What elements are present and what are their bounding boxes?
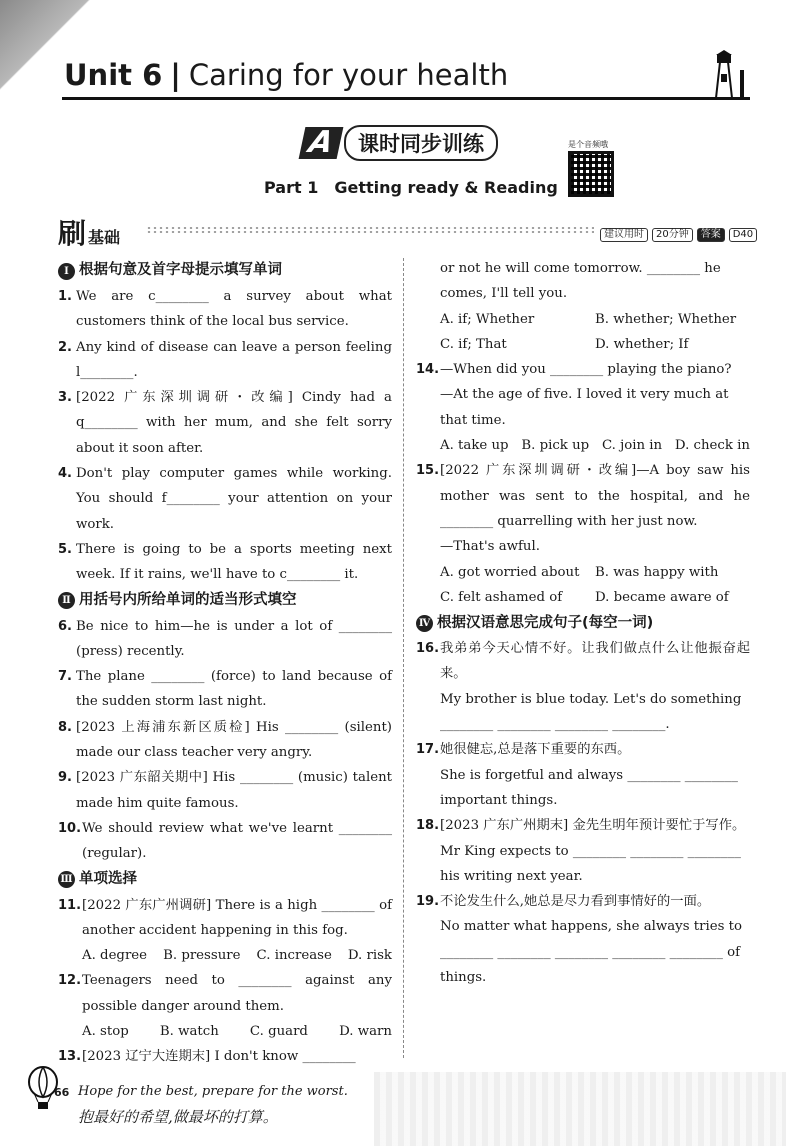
- page-corner-decoration: [0, 0, 110, 110]
- question-number: 5.: [58, 541, 72, 557]
- section-number: Ⅲ: [58, 871, 75, 888]
- lesson-title: 课时同步训练: [344, 125, 498, 161]
- question-chinese: 我弟弟今天心情不好。让我们做点什么让他振奋起来。: [440, 641, 750, 682]
- page-footer: [14, 1066, 786, 1147]
- question-text: We should review what we've learnt ________ (regular).: [82, 820, 392, 862]
- lesson-banner: [302, 125, 498, 161]
- question: [58, 715, 392, 766]
- unit-name: Caring for your health: [188, 58, 509, 92]
- question-continued: or not he will come tomorrow. ________ he comes, I'll tell you.: [440, 261, 721, 302]
- answer-page: D40: [729, 228, 757, 242]
- question-number: 6.: [58, 618, 72, 634]
- question-number: 9.: [58, 770, 72, 786]
- question: [416, 357, 750, 382]
- answer-options: [58, 943, 392, 968]
- section-heading: [58, 867, 392, 893]
- question-text: [2023 广东韶关期中] His ________ (music) talent made him quite famous.: [76, 770, 392, 811]
- option: A. got worried about: [440, 564, 580, 580]
- section-heading: [58, 588, 392, 614]
- question: [58, 664, 392, 715]
- footer-shading: [374, 1072, 786, 1146]
- header-rule: [62, 97, 750, 100]
- answer-label: 答案: [697, 228, 725, 242]
- question-text: Teenagers need to ________ against any possible danger around them.: [82, 973, 392, 1014]
- question-english: My brother is blue today. Let's do something ________ ________ ________ ________.: [440, 691, 742, 733]
- question: [416, 636, 750, 687]
- option: B. pressure: [163, 948, 241, 964]
- page-number: 66: [54, 1086, 70, 1099]
- question-text: We are c________ a survey about what customers think of the local bus service.: [76, 289, 392, 330]
- question-text: [2022 广东深圳调研・改编] Cindy had a q________ with her mum, and she felt sorry about it soon after.: [76, 390, 392, 456]
- question-text: Don't play computer games while working. You should f________ your attention on your work.: [76, 466, 392, 532]
- question-number: 7.: [58, 669, 72, 685]
- time-tag: [600, 228, 757, 242]
- option: B. was happy with: [595, 564, 719, 580]
- question-text: —When did you ________ playing the piano?: [440, 362, 732, 378]
- question-number: 8.: [58, 719, 72, 735]
- question-text: Be nice to him—he is under a lot of ________ (press) recently.: [76, 618, 392, 659]
- option: D. risk: [347, 948, 392, 964]
- option: A. stop: [82, 1024, 129, 1040]
- question: [58, 816, 392, 867]
- answer-options: [416, 560, 750, 611]
- question-number: 15.: [416, 463, 440, 479]
- question-chinese: [2023 广东广州期末] 金先生明年预计要忙于写作。: [440, 818, 746, 834]
- option: B. whether; Whether: [595, 311, 737, 327]
- section-number: Ⅱ: [58, 592, 75, 609]
- left-column: [58, 258, 392, 1070]
- time-label: 建议用时: [600, 228, 648, 242]
- option: C. if; That: [440, 336, 507, 352]
- question: [58, 284, 392, 335]
- motto-english: Hope for the best, prepare for the worst.: [78, 1084, 348, 1099]
- question-number: 10.: [58, 820, 82, 836]
- question-text: There is going to be a sports meeting next week. If it rains, we'll have to c________ it.: [76, 541, 392, 583]
- section-title: 根据汉语意思完成句子(每空一词): [437, 614, 654, 631]
- question: [58, 765, 392, 816]
- dotted-divider: [146, 226, 594, 234]
- question-number: 1.: [58, 289, 72, 304]
- question: [58, 614, 392, 665]
- section-title: 单项选择: [79, 870, 137, 887]
- question-english: No matter what happens, she always tries to ________ ________ ________ ________ ________ of things.: [440, 919, 742, 986]
- answer-options: [416, 307, 750, 358]
- right-column: [416, 256, 750, 990]
- part-title: Part 1 Getting ready & Reading: [264, 178, 558, 197]
- question-number: 18.: [416, 818, 440, 834]
- unit-title: [64, 58, 508, 92]
- question-text: The plane ________ (force) to land because of the sudden storm last night.: [76, 669, 392, 710]
- qr-code-icon: [568, 151, 614, 197]
- answer-options: [58, 1019, 392, 1044]
- option: B. watch: [159, 1024, 219, 1040]
- question-number: 11.: [58, 897, 82, 913]
- section-number: Ⅰ: [58, 263, 75, 280]
- option: A. take up: [440, 438, 509, 454]
- question-text: [2023 辽宁大连期末] I don't know ________: [82, 1049, 356, 1065]
- section-title: 用括号内所给单词的适当形式填空: [79, 591, 297, 608]
- option: A. degree: [82, 948, 148, 964]
- question-text: Any kind of disease can leave a person feeling l________.: [76, 339, 392, 380]
- option: D. check in: [674, 438, 750, 454]
- lighthouse-icon: [706, 50, 750, 100]
- option: A. if; Whether: [440, 311, 535, 327]
- question-number: 19.: [416, 894, 440, 910]
- question-text: [2022 广东广州调研] There is a high ________ of another accident happening in this fog.: [82, 897, 392, 938]
- question: [416, 737, 750, 762]
- question-number: 17.: [416, 742, 440, 758]
- question: [58, 893, 392, 944]
- question-number: 2.: [58, 339, 72, 355]
- question: [58, 968, 392, 1019]
- qr-caption: 是个音频哦: [568, 140, 608, 149]
- question: [416, 458, 750, 534]
- question-number: 12.: [58, 973, 82, 989]
- unit-number: Unit 6: [64, 58, 163, 92]
- section-number: Ⅳ: [416, 615, 433, 632]
- dialogue-reply: —At the age of five. I loved it very much at that time.: [440, 387, 729, 428]
- qr-code[interactable]: [568, 140, 614, 204]
- section-label-big: 刷: [58, 217, 87, 250]
- section-label: [58, 212, 120, 252]
- dialogue-reply: —That's awful.: [440, 539, 540, 555]
- option: C. increase: [256, 948, 332, 964]
- option: D. whether; If: [595, 336, 689, 352]
- option: B. pick up: [521, 438, 590, 454]
- section-label-small: 基础: [88, 228, 121, 247]
- option: C. felt ashamed of: [440, 589, 563, 605]
- option: D. became aware of: [595, 589, 729, 605]
- section-heading: [416, 610, 750, 636]
- unit-separator: |: [170, 58, 181, 92]
- question: [416, 889, 750, 914]
- motto-chinese: 抱最好的希望,做最坏的打算。: [78, 1108, 278, 1126]
- question-chinese: 不论发生什么,她总是尽力看到事情好的一面。: [440, 894, 711, 910]
- question-number: 16.: [416, 641, 440, 657]
- question-english: Mr King expects to ________ ________ ________ his writing next year.: [440, 843, 741, 884]
- question: [58, 335, 392, 386]
- question: [58, 537, 392, 588]
- question-number: 4.: [58, 466, 72, 482]
- option: C. join in: [601, 438, 663, 454]
- question-number: 13.: [58, 1049, 82, 1065]
- question-text: [2023 上海浦东新区质检] His ________ (silent) made our class teacher very angry.: [76, 719, 392, 761]
- answer-options: [416, 433, 750, 458]
- section-title: 根据句意及首字母提示填写单词: [79, 262, 282, 279]
- lesson-mark: A: [299, 127, 344, 159]
- question-text: [2022 广东深圳调研・改编]—A boy saw his mother was sent to the hospital, and he ________ quarrelling with her just now.: [440, 463, 750, 529]
- option: C. guard: [249, 1024, 308, 1040]
- column-divider: [403, 258, 404, 1058]
- section-heading: [58, 258, 392, 284]
- question: [416, 813, 750, 838]
- question: [58, 385, 392, 461]
- option: D. warn: [339, 1024, 392, 1040]
- time-value: 20分钟: [652, 228, 693, 242]
- question-number: 14.: [416, 362, 440, 378]
- question-number: 3.: [58, 390, 72, 406]
- question-english: She is forgetful and always ________ ________ important things.: [440, 767, 738, 808]
- question-chinese: 她很健忘,总是落下重要的东西。: [440, 742, 631, 758]
- question: [58, 461, 392, 537]
